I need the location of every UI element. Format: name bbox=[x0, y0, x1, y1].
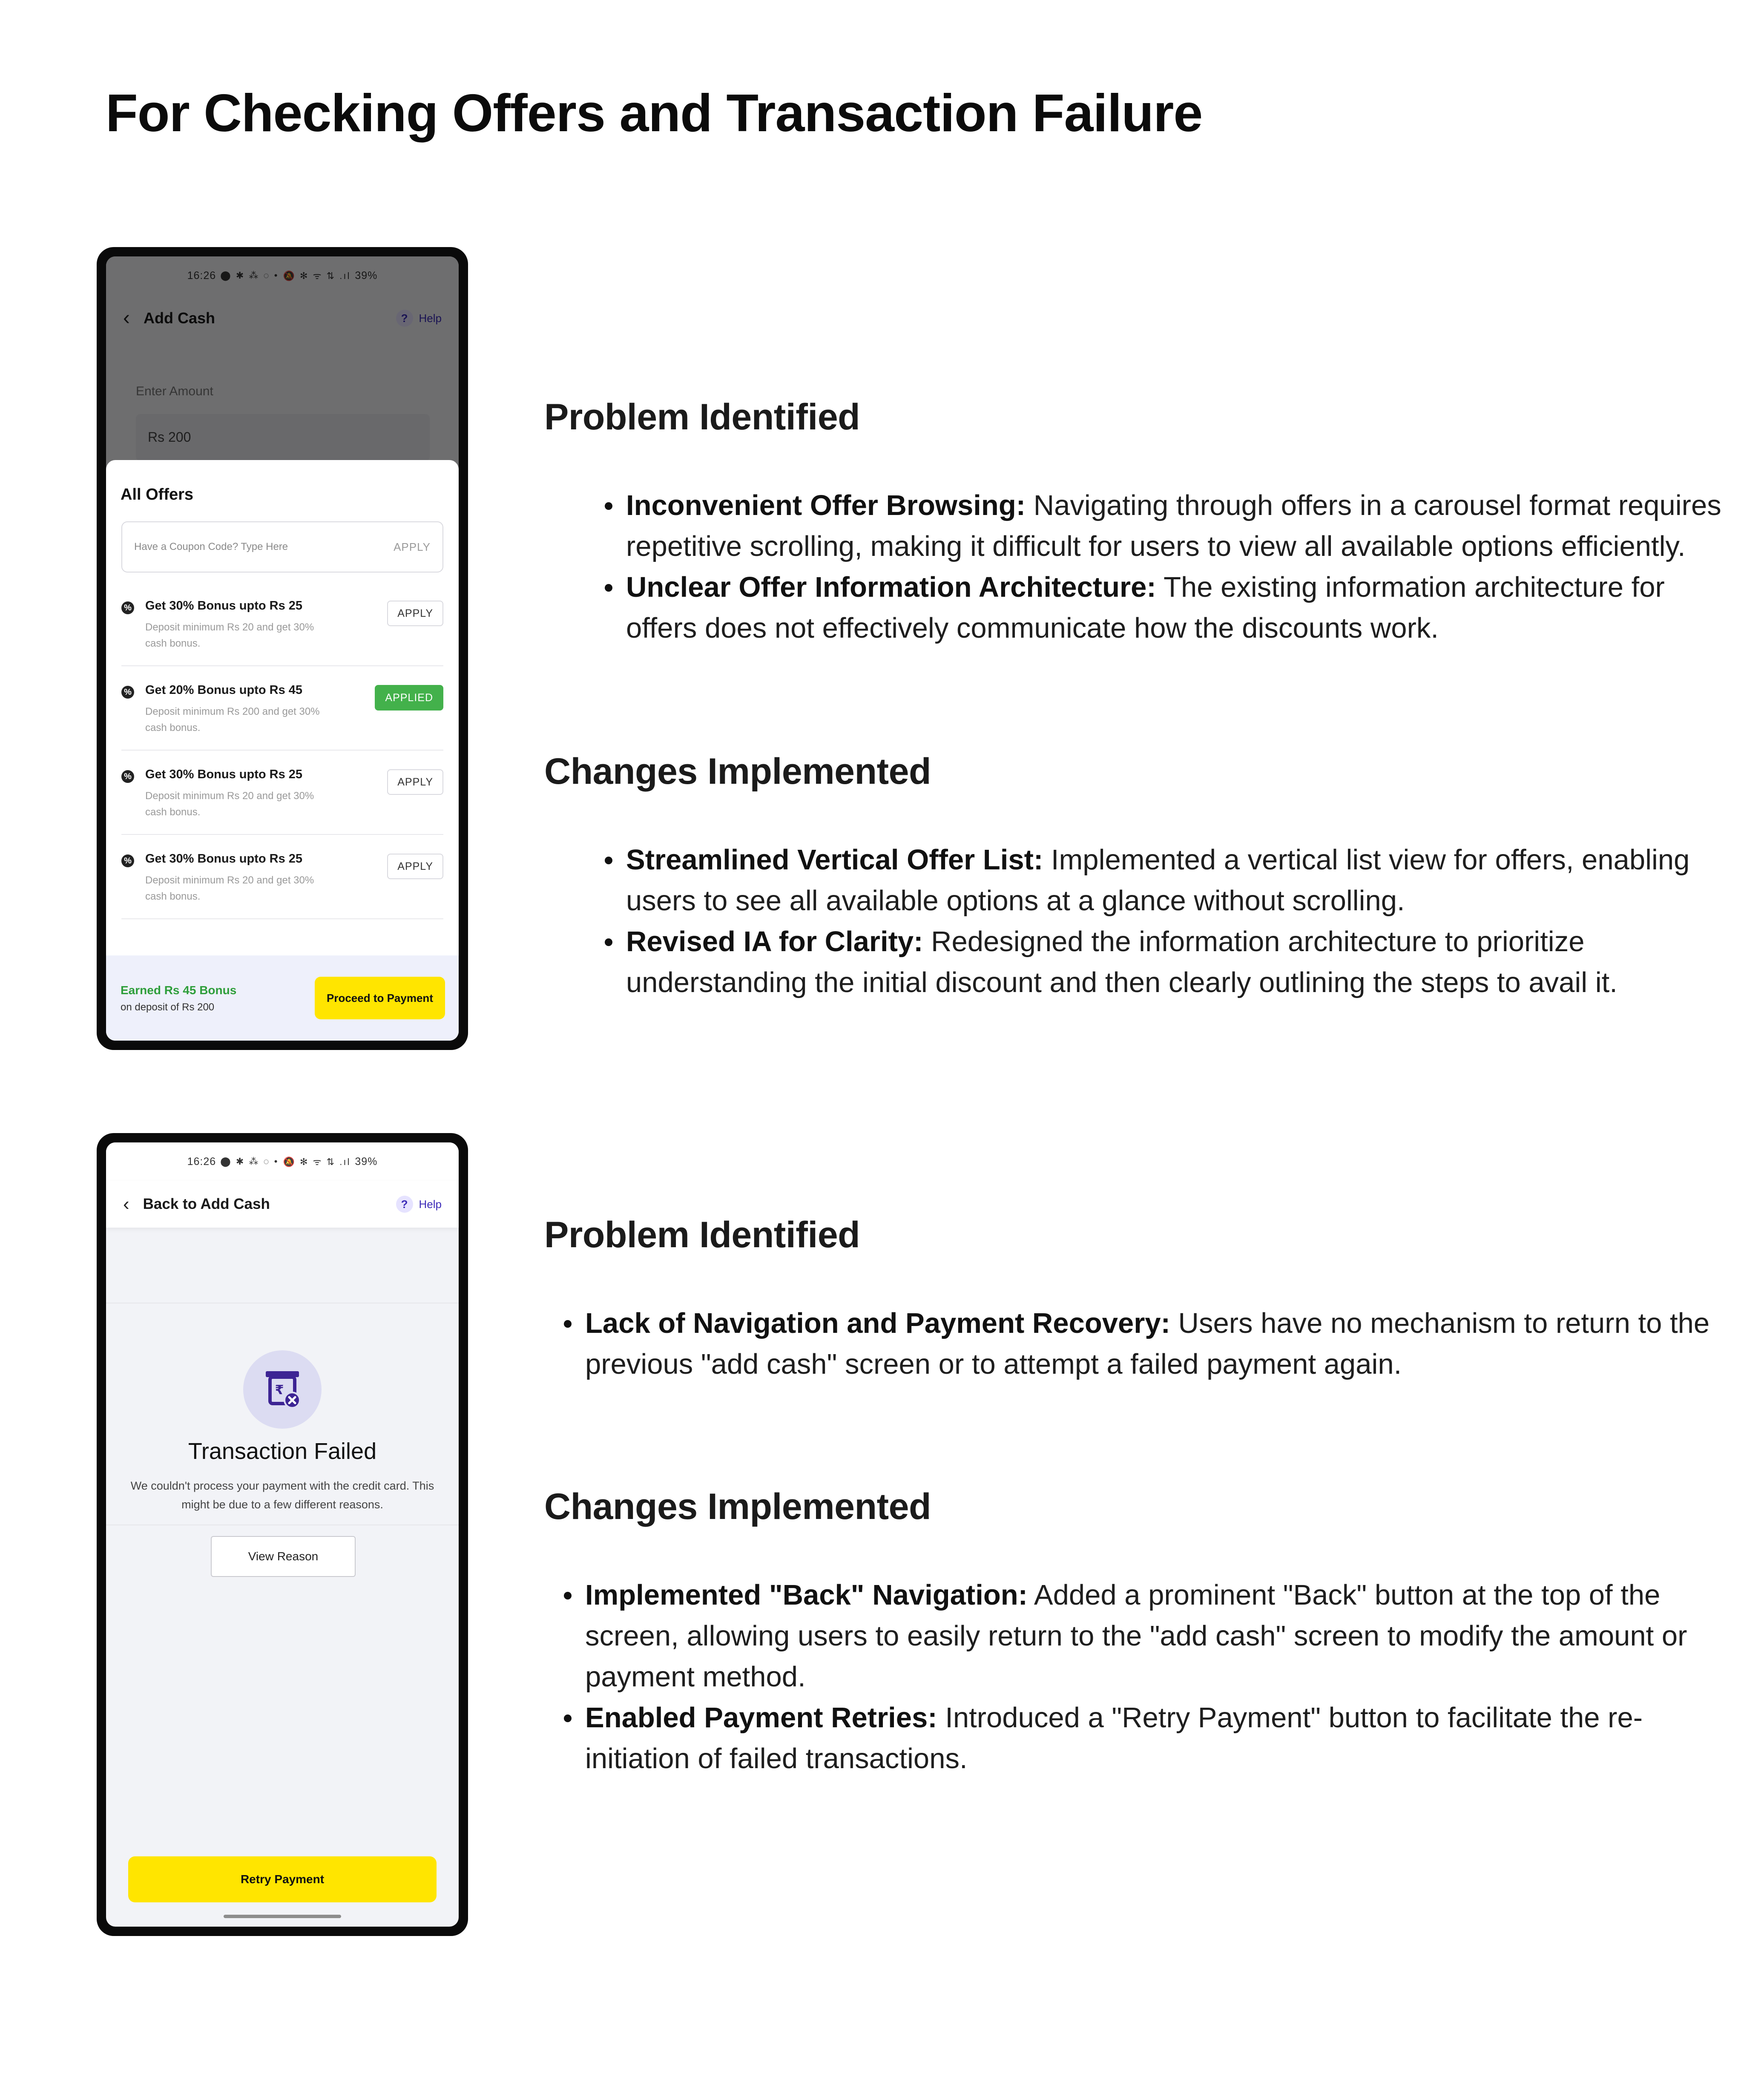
offer-item bbox=[121, 582, 443, 666]
battery-level: 39% bbox=[355, 1155, 378, 1168]
problem-list bbox=[585, 1303, 1732, 1385]
list-item bbox=[585, 1303, 1732, 1385]
section-offers-changes bbox=[544, 751, 1732, 1003]
item-label: Inconvenient Offer Browsing: bbox=[626, 489, 1026, 521]
earned-bonus-text: Earned Rs 45 Bonus bbox=[121, 984, 237, 997]
offer-item bbox=[121, 751, 443, 835]
phone-offers-screenshot bbox=[97, 247, 468, 1050]
offer-title: Get 30% Bonus upto Rs 25 bbox=[145, 599, 303, 613]
offer-description: Deposit minimum Rs 20 and get 30% cash bonus. bbox=[145, 875, 314, 902]
proceed-to-payment-button[interactable]: Proceed to Payment bbox=[315, 977, 445, 1019]
section-failure-changes bbox=[544, 1486, 1732, 1779]
item-label: Enabled Payment Retries: bbox=[585, 1702, 937, 1734]
list-item bbox=[585, 1697, 1732, 1779]
problem-heading: Problem Identified bbox=[544, 1214, 860, 1255]
problem-list bbox=[626, 485, 1732, 649]
item-text: Navigating through offers in a carousel format requires repetitive scrolling, making it difficult for users to view all available options efficiently. bbox=[626, 489, 1721, 562]
item-label: Streamlined Vertical Offer List: bbox=[626, 844, 1043, 876]
list-item bbox=[626, 567, 1732, 649]
coupon-input[interactable] bbox=[121, 521, 443, 572]
item-label: Lack of Navigation and Payment Recovery: bbox=[585, 1307, 1170, 1339]
app-header bbox=[106, 1181, 459, 1228]
sheet-footer bbox=[106, 955, 459, 1041]
coupon-apply-button[interactable]: APPLY bbox=[394, 540, 431, 553]
changes-heading: Changes Implemented bbox=[544, 751, 931, 792]
list-item bbox=[626, 485, 1732, 567]
list-item bbox=[626, 921, 1732, 1003]
failure-screen bbox=[106, 1142, 459, 1927]
transaction-failed-title: Transaction Failed bbox=[188, 1438, 377, 1464]
offer-title: Get 30% Bonus upto Rs 25 bbox=[145, 852, 303, 866]
item-text: Redesigned the information architecture to prioritize understanding the initial discount and then clearly outlining the steps to avail it. bbox=[626, 926, 1617, 998]
offer-title: Get 30% Bonus upto Rs 25 bbox=[145, 768, 303, 781]
offer-apply-button[interactable]: APPLY bbox=[387, 769, 443, 795]
chevron-left-icon[interactable]: ‹ bbox=[123, 1194, 129, 1214]
coupon-placeholder: Have a Coupon Code? Type Here bbox=[134, 541, 288, 552]
changes-list bbox=[585, 1575, 1732, 1779]
offer-apply-button[interactable]: APPLY bbox=[387, 601, 443, 626]
bonus-icon: % bbox=[121, 854, 134, 867]
offer-item bbox=[121, 835, 443, 919]
transaction-failed-description: We couldn't process your payment with the credit card. This might be due to a few different reasons. bbox=[130, 1479, 434, 1511]
payment-failed-icon bbox=[243, 1350, 322, 1429]
offer-item bbox=[121, 666, 443, 751]
retry-payment-button[interactable]: Retry Payment bbox=[128, 1856, 437, 1902]
offer-description: Deposit minimum Rs 200 and get 30% cash bonus. bbox=[145, 706, 320, 734]
item-text: The existing information architecture for offers does not effectively communicate how the discounts work. bbox=[626, 571, 1665, 644]
item-text: Implemented a vertical list view for offers, enabling users to see all available options at a glance without scrolling. bbox=[626, 844, 1690, 917]
offer-description: Deposit minimum Rs 20 and get 30% cash bonus. bbox=[145, 790, 314, 818]
home-indicator bbox=[224, 1915, 341, 1918]
item-text: Introduced a "Retry Payment" button to facilitate the re-initiation of failed transactions. bbox=[585, 1702, 1643, 1775]
offers-bottom-sheet bbox=[106, 460, 459, 1041]
offer-apply-button[interactable]: APPLY bbox=[387, 854, 443, 879]
section-offers-problem bbox=[544, 396, 1732, 649]
bonus-icon: % bbox=[121, 770, 134, 783]
sheet-title: All Offers bbox=[121, 486, 194, 503]
bonus-icon: % bbox=[121, 601, 134, 614]
item-label: Unclear Offer Information Architecture: bbox=[626, 571, 1156, 603]
back-to-add-cash-button[interactable]: Back to Add Cash bbox=[143, 1196, 270, 1212]
status-time: 16:26 bbox=[187, 1155, 216, 1168]
offer-description: Deposit minimum Rs 20 and get 30% cash bonus. bbox=[145, 621, 314, 649]
problem-heading: Problem Identified bbox=[544, 397, 860, 437]
phone-failure-screenshot bbox=[97, 1133, 468, 1936]
question-icon: ? bbox=[396, 1196, 413, 1213]
view-reason-button[interactable]: View Reason bbox=[211, 1536, 356, 1577]
svg-text:₹: ₹ bbox=[275, 1383, 284, 1398]
earned-bonus-subtext: on deposit of Rs 200 bbox=[121, 1001, 215, 1013]
item-text: Added a prominent "Back" button at the top of the screen, allowing users to easily return to the "add cash" screen to modify the amount or payment method. bbox=[585, 1579, 1687, 1693]
status-icons: ⬤ ✱ ⁂ ◌ • bbox=[220, 1156, 279, 1167]
item-label: Revised IA for Clarity: bbox=[626, 926, 923, 958]
status-right-icons: 🔕 ✻ ᯤ ⇅ .ıl bbox=[283, 1156, 351, 1167]
list-item bbox=[585, 1575, 1732, 1697]
card-error-icon bbox=[259, 1366, 306, 1413]
section-failure-problem bbox=[544, 1214, 1732, 1385]
offer-title: Get 20% Bonus upto Rs 45 bbox=[145, 683, 303, 697]
offer-applied-button[interactable]: APPLIED bbox=[375, 685, 443, 711]
changes-heading: Changes Implemented bbox=[544, 1486, 931, 1527]
bonus-icon: % bbox=[121, 686, 134, 699]
offers-screen bbox=[106, 256, 459, 1041]
item-label: Implemented "Back" Navigation: bbox=[585, 1579, 1028, 1611]
list-item bbox=[626, 840, 1732, 921]
page-title: For Checking Offers and Transaction Failure bbox=[106, 84, 1203, 143]
changes-list bbox=[626, 840, 1732, 1003]
help-label: Help bbox=[419, 1197, 442, 1211]
help-button[interactable] bbox=[396, 1196, 442, 1213]
item-text: Users have no mechanism to return to the previous "add cash" screen or to attempt a failed payment again. bbox=[585, 1307, 1710, 1380]
status-bar bbox=[106, 1142, 459, 1181]
